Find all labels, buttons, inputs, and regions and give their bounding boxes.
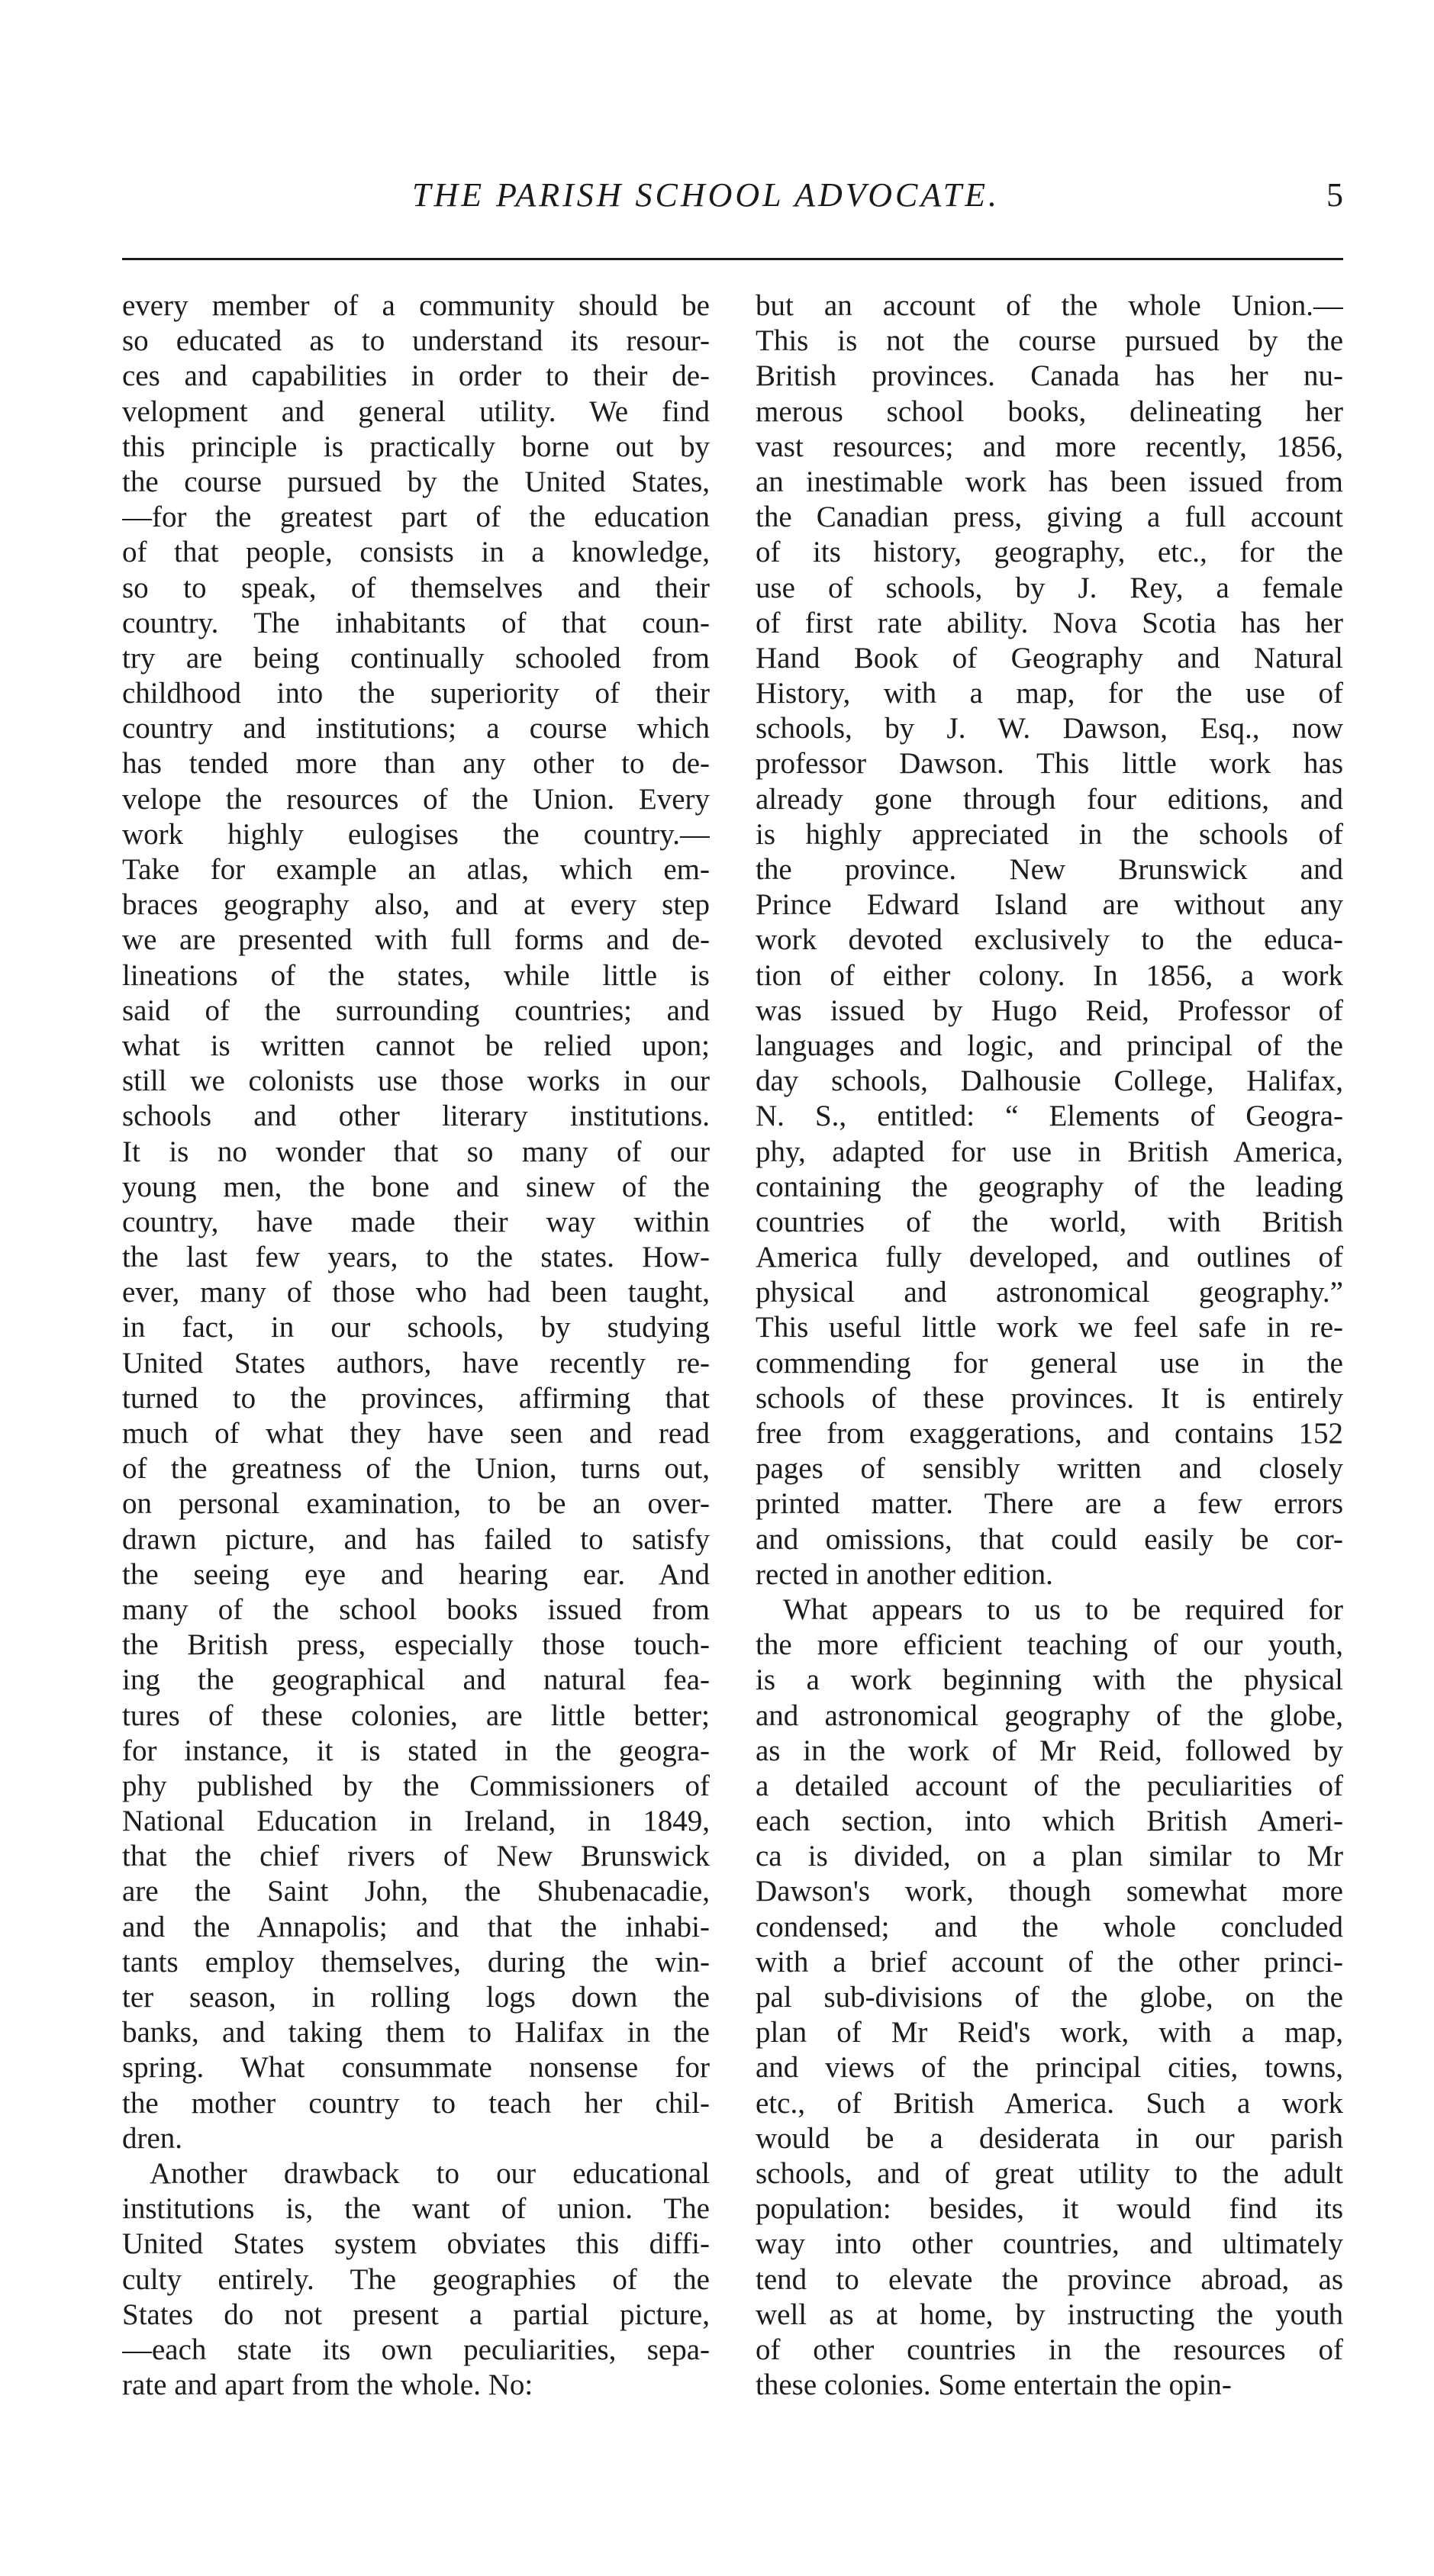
text-line: spring. What consummate nonsense for: [122, 2051, 710, 2085]
text-line: N. S., entitled: “ Elements of Geogra-: [756, 1100, 1343, 1133]
text-line: braces geography also, and at every step: [122, 888, 710, 922]
text-line: on personal examination, to be an over-: [122, 1487, 710, 1521]
text-line: of other countries in the resources of: [756, 2333, 1343, 2366]
text-line: already gone through four editions, and: [756, 782, 1343, 816]
text-line: so educated as to understand its resour-: [122, 324, 710, 358]
text-line: ces and capabilities in order to their de-: [122, 359, 710, 393]
text-line: the mother country to teach her chil-: [122, 2086, 710, 2120]
text-line: much of what they have seen and read: [122, 1417, 710, 1450]
text-line: physical and astronomical geography.”: [756, 1276, 1343, 1309]
text-line: commending for general use in the: [756, 1346, 1343, 1380]
text-line: way into other countries, and ultimately: [756, 2227, 1343, 2261]
text-line: and omissions, that could easily be cor-: [756, 1522, 1343, 1556]
text-line: vast resources; and more recently, 1856,: [756, 430, 1343, 463]
text-line: culty entirely. The geographies of the: [122, 2262, 710, 2296]
text-line: of first rate ability. Nova Scotia has her: [756, 606, 1343, 639]
text-line: This is not the course pursued by the: [756, 324, 1343, 358]
text-line: rected in another edition.: [756, 1557, 1053, 1591]
text-line: work devoted exclusively to the educa-: [756, 923, 1343, 957]
text-line: these colonies. Some entertain the opin-: [756, 2368, 1232, 2402]
text-line: and astronomical geography of the globe,: [756, 1699, 1343, 1732]
text-line: of the greatness of the Union, turns out,: [122, 1452, 710, 1486]
text-line: of that people, consists in a knowledge,: [122, 536, 710, 569]
text-line: try are being continually schooled from: [122, 641, 710, 675]
text-line: Prince Edward Island are without any: [756, 888, 1343, 922]
text-line: ever, many of those who had been taught,: [122, 1276, 710, 1309]
page-number: 5: [1326, 176, 1343, 214]
page-header: [122, 175, 1343, 244]
text-line: pal sub-divisions of the globe, on the: [756, 1981, 1343, 2014]
text-line: the Canadian press, giving a full account: [756, 501, 1343, 534]
text-line: countries of the world, with British: [756, 1205, 1343, 1238]
text-line: but an account of the whole Union.—: [756, 289, 1343, 322]
text-line: —each state its own peculiarities, sepa-: [122, 2333, 710, 2366]
text-line: country. The inhabitants of that coun-: [122, 606, 710, 639]
header-rule: [122, 258, 1343, 260]
text-line: the province. New Brunswick and: [756, 853, 1343, 886]
text-line: a detailed account of the peculiarities of: [756, 1769, 1343, 1802]
text-line: is a work beginning with the physical: [756, 1663, 1343, 1697]
text-line: that the chief rivers of New Brunswick: [122, 1840, 710, 1873]
text-line: States do not present a partial picture,: [122, 2297, 710, 2331]
text-line: this principle is practically borne out by: [122, 430, 710, 463]
text-line: the British press, especially those touch-: [122, 1628, 710, 1662]
text-line: plan of Mr Reid's work, with a map,: [756, 2016, 1343, 2050]
text-line: the more efficient teaching of our youth,: [756, 1628, 1343, 1662]
text-line: pages of sensibly written and closely: [756, 1452, 1343, 1486]
text-line: National Education in Ireland, in 1849,: [122, 1805, 710, 1838]
text-line: was issued by Hugo Reid, Professor of: [756, 993, 1343, 1027]
text-line: This useful little work we feel safe in re-: [756, 1311, 1343, 1344]
text-line: What appears to us to be required for: [783, 1592, 1343, 1626]
text-line: rate and apart from the whole. No:: [122, 2368, 533, 2402]
text-line: would be a desiderata in our parish: [756, 2121, 1343, 2155]
text-line: drawn picture, and has failed to satisfy: [122, 1522, 710, 1556]
text-line: Another drawback to our educational: [150, 2156, 710, 2190]
text-line: said of the surrounding countries; and: [122, 993, 710, 1027]
text-line: well as at home, by instructing the youth: [756, 2297, 1343, 2331]
text-line: America fully developed, and outlines of: [756, 1241, 1343, 1274]
text-line: —for the greatest part of the education: [122, 501, 710, 534]
text-line: what is written cannot be relied upon;: [122, 1029, 710, 1062]
text-line: and views of the principal cities, towns,: [756, 2051, 1343, 2085]
text-line: United States system obviates this diffi-: [122, 2227, 710, 2261]
text-line: phy, adapted for use in British America,: [756, 1135, 1343, 1168]
text-line: velopment and general utility. We find: [122, 394, 710, 428]
text-line: ter season, in rolling logs down the: [122, 1981, 710, 2014]
text-line: an inestimable work has been issued from: [756, 465, 1343, 498]
text-line: country, have made their way within: [122, 1205, 710, 1238]
left-column: [122, 288, 710, 2547]
text-line: for instance, it is stated in the geogra-: [122, 1734, 710, 1767]
text-line: young men, the bone and sinew of the: [122, 1170, 710, 1203]
text-line: tants employ themselves, during the win-: [122, 1945, 710, 1979]
text-line: schools of these provinces. It is entirely: [756, 1381, 1343, 1415]
text-line: country and institutions; a course which: [122, 712, 710, 745]
text-line: is highly appreciated in the schools of: [756, 817, 1343, 851]
text-line: with a brief account of the other princi-: [756, 1945, 1343, 1979]
text-line: United States authors, have recently re-: [122, 1346, 710, 1380]
text-line: as in the work of Mr Reid, followed by: [756, 1734, 1343, 1767]
text-line: ca is divided, on a plan similar to Mr: [756, 1840, 1343, 1873]
text-line: printed matter. There are a few errors: [756, 1487, 1343, 1521]
text-line: of its history, geography, etc., for the: [756, 536, 1343, 569]
text-line: many of the school books issued from: [122, 1592, 710, 1626]
text-line: containing the geography of the leading: [756, 1170, 1343, 1203]
text-line: Take for example an atlas, which em-: [122, 853, 710, 886]
text-line: population: besides, it would find its: [756, 2192, 1343, 2226]
text-line: schools and other literary institutions.: [122, 1100, 710, 1133]
text-line: every member of a community should be: [122, 289, 710, 322]
text-line: banks, and taking them to Halifax in the: [122, 2016, 710, 2050]
text-line: phy published by the Commissioners of: [122, 1769, 710, 1802]
text-line: in fact, in our schools, by studying: [122, 1311, 710, 1344]
text-line: lineations of the states, while little is: [122, 958, 710, 992]
text-line: British provinces. Canada has her nu-: [756, 359, 1343, 393]
text-line: free from exaggerations, and contains 152: [756, 1417, 1343, 1450]
text-line: are the Saint John, the Shubenacadie,: [122, 1875, 710, 1908]
text-line: day schools, Dalhousie College, Halifax,: [756, 1064, 1343, 1098]
text-line: the seeing eye and hearing ear. And: [122, 1557, 710, 1591]
text-line: use of schools, by J. Rey, a female: [756, 571, 1343, 604]
text-line: ing the geographical and natural fea-: [122, 1663, 710, 1697]
text-line: the last few years, to the states. How-: [122, 1241, 710, 1274]
text-line: childhood into the superiority of their: [122, 677, 710, 710]
text-line: the course pursued by the United States,: [122, 465, 710, 498]
text-line: tend to elevate the province abroad, as: [756, 2262, 1343, 2296]
text-line: condensed; and the whole concluded: [756, 1910, 1343, 1943]
text-line: History, with a map, for the use of: [756, 677, 1343, 710]
text-columns: [122, 288, 1343, 2547]
text-line: schools, by J. W. Dawson, Esq., now: [756, 712, 1343, 745]
running-title: THE PARISH SCHOOL ADVOCATE.: [412, 176, 1000, 214]
text-line: and the Annapolis; and that the inhabi-: [122, 1910, 710, 1943]
right-column: [756, 288, 1343, 2547]
text-line: schools, and of great utility to the adult: [756, 2156, 1343, 2190]
text-line: Hand Book of Geography and Natural: [756, 641, 1343, 675]
text-line: It is no wonder that so many of our: [122, 1135, 710, 1168]
text-line: work highly eulogises the country.—: [122, 817, 710, 851]
text-line: professor Dawson. This little work has: [756, 747, 1343, 781]
text-line: velope the resources of the Union. Every: [122, 782, 710, 816]
text-line: tures of these colonies, are little better;: [122, 1699, 710, 1732]
text-line: merous school books, delineating her: [756, 394, 1343, 428]
text-line: we are presented with full forms and de-: [122, 923, 710, 957]
text-line: each section, into which British Ameri-: [756, 1805, 1343, 1838]
text-line: institutions is, the want of union. The: [122, 2192, 710, 2226]
text-line: has tended more than any other to de-: [122, 747, 710, 781]
text-line: languages and logic, and principal of the: [756, 1029, 1343, 1062]
text-line: so to speak, of themselves and their: [122, 571, 710, 604]
text-line: turned to the provinces, affirming that: [122, 1381, 710, 1415]
text-line: Dawson's work, though somewhat more: [756, 1875, 1343, 1908]
text-line: etc., of British America. Such a work: [756, 2086, 1343, 2120]
text-line: dren.: [122, 2121, 183, 2155]
text-line: tion of either colony. In 1856, a work: [756, 958, 1343, 992]
text-line: still we colonists use those works in our: [122, 1064, 710, 1098]
